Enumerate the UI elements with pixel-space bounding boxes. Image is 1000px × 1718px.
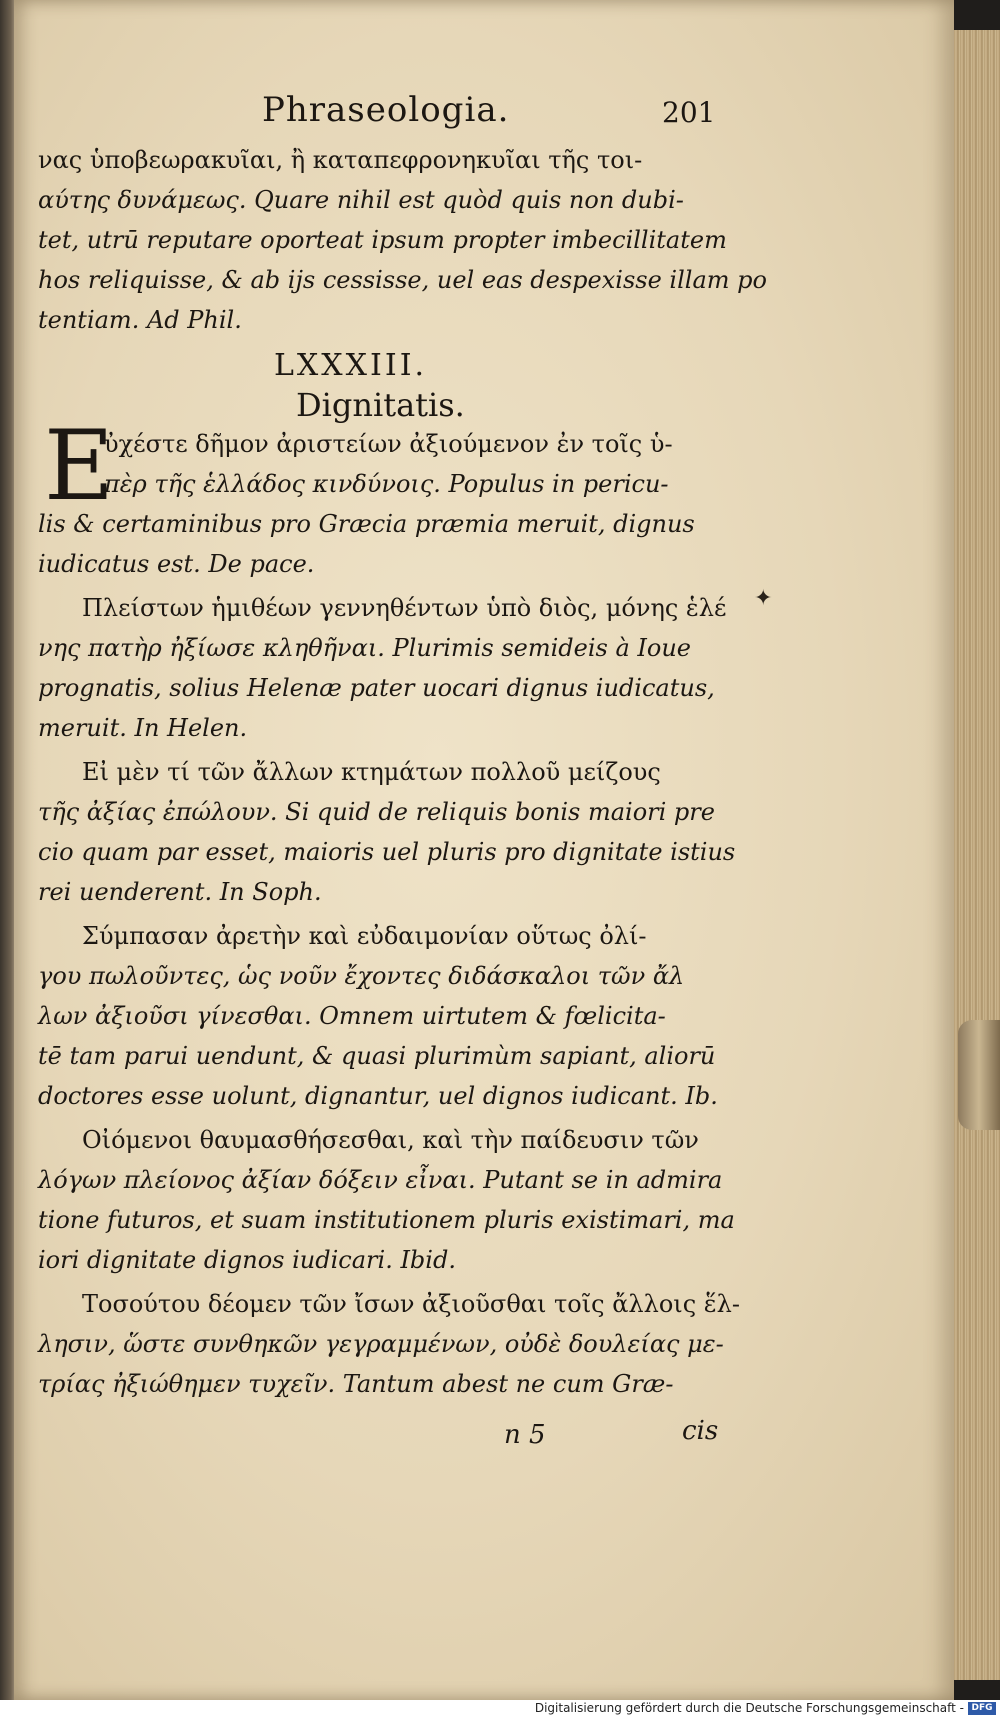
text-line: hos reliquisse, & ab ijs cessisse, uel eas despexisse illam po (38, 266, 767, 294)
text-line: Πλείστων ἡμιθέων γεννηθέντων ὑπὸ διὸς, μόνης ἑλέ (82, 594, 727, 622)
text-line: Σύμπασαν ἀρετὴν καὶ εὐδαιμονίαν οὕτως ὀλί- (82, 922, 647, 950)
text-line: tet, utrū reputare oporteat ipsum propter imbecillitatem (38, 226, 727, 254)
text-line: αύτης δυνάμεως. Quare nihil est quòd quis non dubi- (38, 186, 684, 214)
running-head: Phraseologia. (262, 90, 510, 130)
margin-mark: ✦ (754, 586, 773, 611)
dfg-logo-icon: DFG (968, 1702, 996, 1715)
text-line: νης πατὴρ ἠξίωσε κληθῆναι. Plurimis semideis à Ioue (38, 634, 691, 662)
text-line: νας ὑποβεωρακυῖαι, ἢ καταπεφρονηκυῖαι τῆς τοι- (38, 146, 643, 174)
text-line: meruit. In Helen. (38, 714, 248, 742)
text-line: πὲρ τῆς ἑλλάδος κινδύνοις. Populus in pericu- (104, 470, 669, 498)
section-number: LXXXIII. (274, 348, 428, 383)
section-title: Dignitatis. (296, 386, 465, 424)
text-line: tē tam parui uendunt, & quasi plurimùm sapiant, aliorū (38, 1042, 716, 1070)
text-line: Οἰόμενοι θαυμασθήσεσθαι, καὶ τὴν παίδευσιν τῶν (82, 1126, 699, 1154)
text-line: τῆς ἀξίας ἐπώλουν. Si quid de reliquis bonis maiori pre (38, 798, 715, 826)
text-line: doctores esse uolunt, dignantur, uel dignos iudicant. Ib. (38, 1082, 718, 1110)
drop-cap: E (44, 410, 115, 522)
book-fore-edge (954, 30, 1000, 1680)
text-line: λόγων πλείονος ἀξίαν δόξειν εἶναι. Putant se in admira (38, 1166, 723, 1194)
text-line: ὐχέστε δῆμον ἀριστείων ἀξιούμενον ἐν τοῖς ὑ- (104, 430, 673, 458)
text-line: tione futuros, et suam institutionem pluris existimari, ma (38, 1206, 735, 1234)
text-line: Εἰ μὲν τί τῶν ἄλλων κτημάτων πολλοῦ μείζους (82, 758, 661, 786)
text-line: rei uenderent. In Soph. (38, 878, 322, 906)
text-line: cio quam par esset, maioris uel pluris pro dignitate istius (38, 838, 736, 866)
signature-mark: n 5 (504, 1420, 546, 1450)
text-line: Τοσούτου δέομεν τῶν ἴσων ἀξιοῦσθαι τοῖς ἄλλοις ἕλ- (82, 1290, 740, 1318)
text-line: iori dignitate dignos iudicari. Ibid. (38, 1246, 456, 1274)
text-line: lis & certaminibus pro Græcia præmia meruit, dignus (38, 510, 695, 538)
text-line: prognatis, solius Helenæ pater uocari dignus iudicatus, (38, 674, 715, 702)
text-line: γου πωλοῦντες, ὡς νοῦν ἔχοντες διδάσκαλοι τῶν ἄλ (38, 962, 685, 990)
footer-credit: Digitalisierung gefördert durch die Deutsche Forschungsgemeinschaft - (534, 1701, 964, 1715)
text-line: τρίας ἠξιώθημεν τυχεῖν. Tantum abest ne cum Græ- (38, 1370, 674, 1398)
text-line: iudicatus est. De pace. (38, 550, 315, 578)
text-line: λων ἀξιοῦσι γίνεσθαι. Omnem uirtutem & fœlicita- (38, 1002, 666, 1030)
catchword: cis (682, 1416, 719, 1446)
page-number: 201 (662, 96, 716, 129)
text-line: λησιν, ὥστε συνθηκῶν γεγραμμένων, οὐδὲ δουλείας με- (38, 1330, 724, 1358)
text-line: tentiam. Ad Phil. (38, 306, 242, 334)
book-page (14, 0, 954, 1700)
book-clasp (958, 1020, 1000, 1130)
